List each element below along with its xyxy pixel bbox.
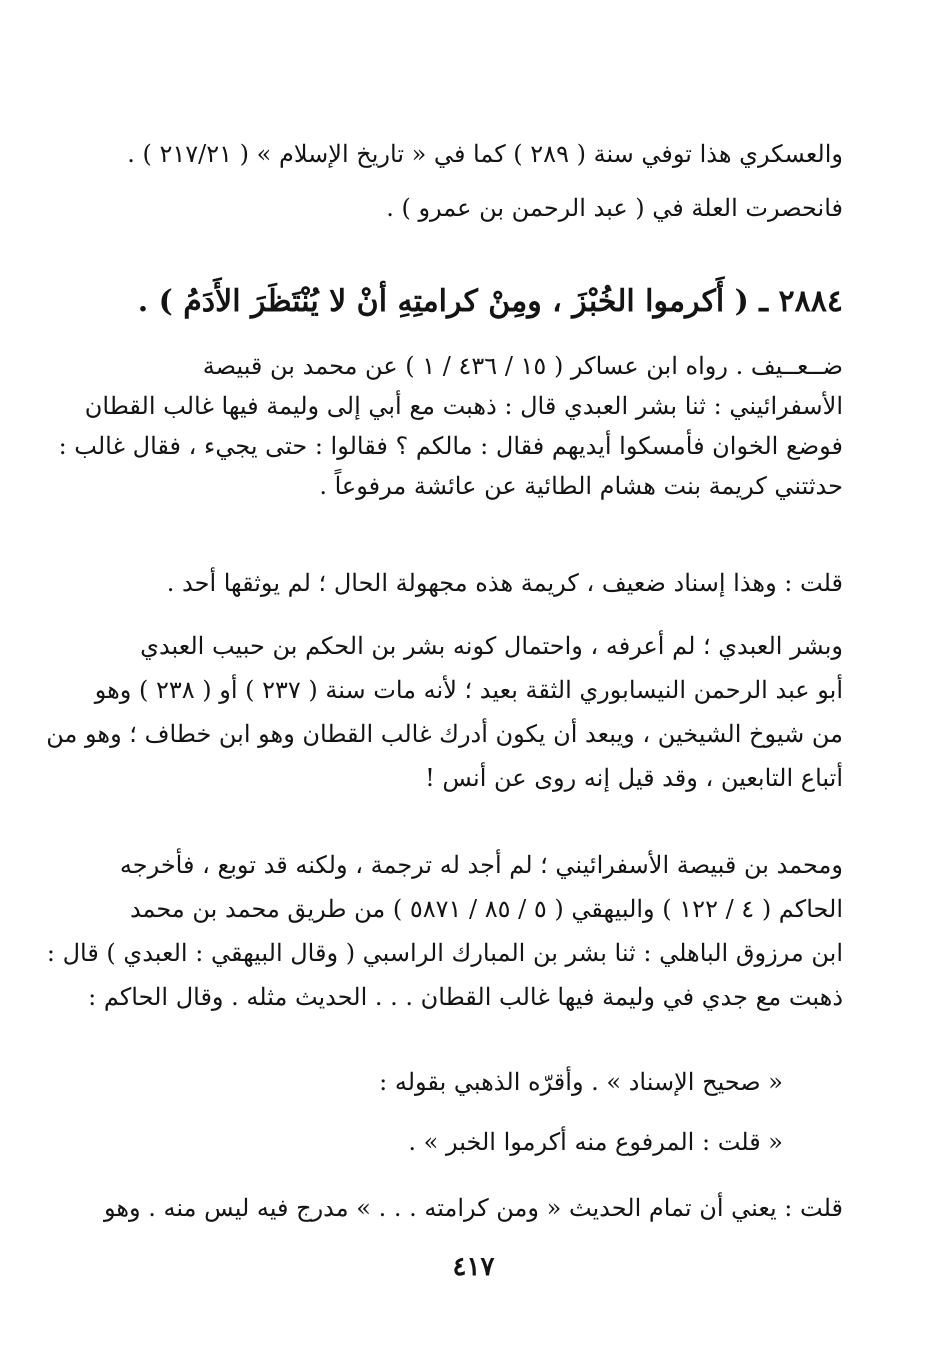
text-line: أبو عبد الرحمن النيسابوري الثقة بعيد ؛ لأنه مات سنة ( ٢٣٧ ) أو ( ٢٣٨ ) وهو: [94, 676, 843, 704]
text-line: من شيوخ الشيخين ، ويبعد أن يكون أدرك غالب القطان وهو ابن خطاف ؛ وهو من: [46, 720, 843, 748]
page-number: ٤١٧: [452, 1252, 495, 1282]
text-line: ومحمد بن قبيصة الأسفرائيني ؛ لم أجد له ترجمة ، ولكنه قد توبع ، فأخرجه: [119, 851, 843, 879]
text-line: وبشر العبدي ؛ لم أعرفه ، واحتمال كونه بشر بن الحكم بن حبيب العبدي: [140, 632, 843, 660]
text-line: « قلت : المرفوع منه أكرموا الخبر » .: [408, 1128, 783, 1156]
text-line: أتباع التابعين ، وقد قيل إنه روى عن أنس !: [425, 764, 843, 792]
text-line: فوضع الخوان فأمسكوا أيديهم فقال : مالكم ؟ فقالوا : حتى يجيء ، فقال غالب :: [58, 432, 843, 460]
text-line: قلت : يعني أن تمام الحديث « ومن كرامته . . . » مدرج فيه ليس منه . وهو: [103, 1194, 843, 1222]
text-line: الحاكم ( ٤ / ١٢٢ ) والبيهقي ( ٥ / ٨٥ / ٥٨٧١ ) من طريق محمد بن محمد: [129, 895, 843, 923]
paragraph-quote: [103, 1062, 843, 1182]
text-line: ابن مرزوق الباهلي : ثنا بشر بن المبارك الراسبي ( وقال البيهقي : العبدي ) قال :: [46, 939, 843, 967]
paragraph-muhammad: [46, 845, 843, 1021]
paragraph-takhrij: [58, 346, 843, 506]
text-line: ضــعــيف . رواه ابن عساكر ( ١٥ / ٤٣٦ / ١ ) عن محمد بن قبيصة: [202, 352, 843, 380]
text-line: ذهبت مع جدي في وليمة فيها غالب القطان . . . الحديث مثله . وقال الحاكم :: [88, 983, 843, 1011]
text-line: فانحصرت العلة في ( عبد الرحمن بن عمرو ) .: [386, 194, 843, 222]
text-line: قلت : وهذا إسناد ضعيف ، كريمة هذه مجهولة الحال ؛ لم يوثقها أحد .: [166, 569, 843, 597]
text-line: الأسفرائيني : ثنا بشر العبدي قال : ذهبت مع أبي إلى وليمة فيها غالب القطان: [84, 392, 843, 420]
hadith-heading: ٢٨٨٤ ـ ( أَكرموا الخُبْزَ ، ومِنْ كرامتِهِ أنْ لا يُنْتَظَرَ الأَدَمُ ) .: [137, 284, 843, 319]
text-line: حدثتني كريمة بنت هشام الطائية عن عائشة مرفوعاً .: [319, 472, 843, 500]
text-line: والعسكري هذا توفي سنة ( ٢٨٩ ) كما في « تاريخ الإسلام » ( ٢١٧/٢١ ) .: [127, 140, 843, 168]
text-line: « صحيح الإسناد » . وأقرّه الذهبي بقوله :: [379, 1068, 783, 1096]
paragraph-isnad-weak: [103, 563, 843, 603]
paragraph-bishr: [46, 626, 843, 802]
top-note: [103, 134, 843, 228]
paragraph-idraj: [103, 1188, 843, 1228]
